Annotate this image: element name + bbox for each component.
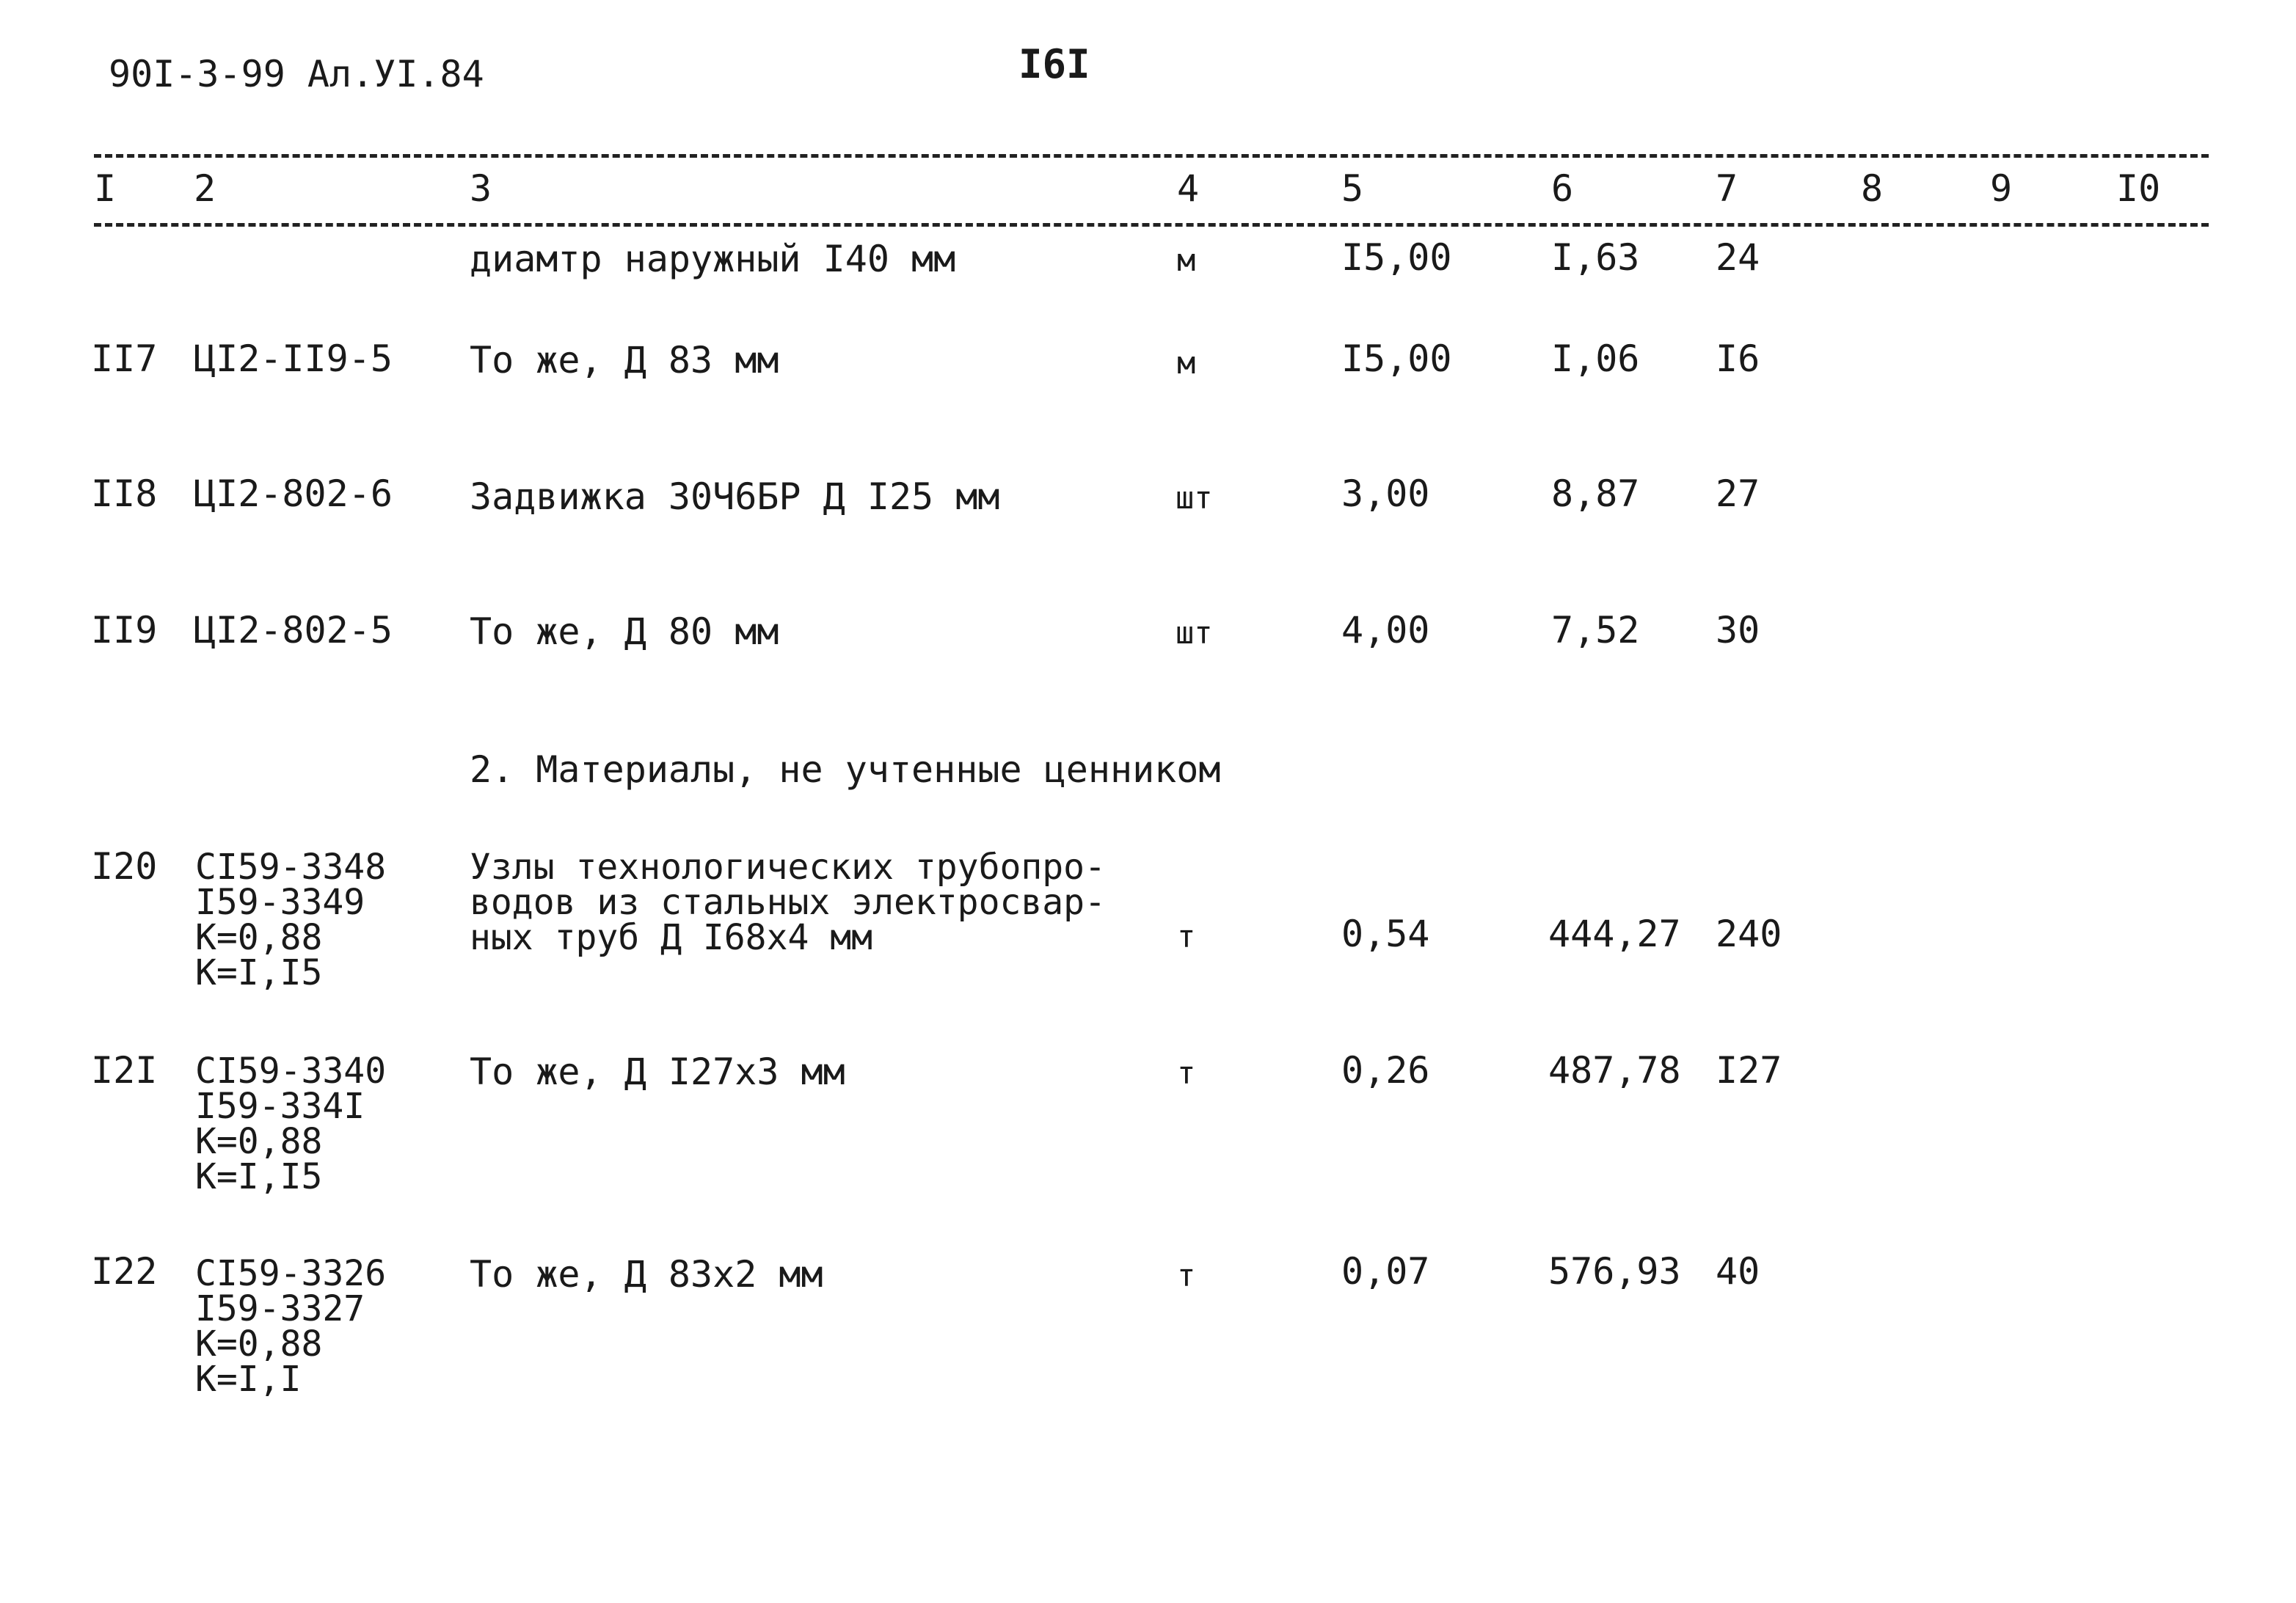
row-price: 576,93 [1548, 1250, 1681, 1293]
row-unit: т [1177, 1055, 1196, 1091]
row-total: 27 [1716, 472, 1760, 515]
row-quantity: 4,00 [1341, 609, 1430, 651]
row-code: СI59-3340 I59-334I К=0,88 К=I,I5 [195, 1051, 387, 1197]
table-top-rule [94, 154, 2209, 158]
row-quantity: I5,00 [1341, 236, 1452, 279]
row-price: 487,78 [1548, 1049, 1681, 1092]
row-code: ЦI2-II9-5 [194, 337, 393, 380]
column-header: 5 [1341, 167, 1364, 210]
column-header: 8 [1861, 167, 1884, 210]
row-description: Задвижка 30Ч6БР Д I25 мм [470, 475, 1000, 518]
row-unit: т [1177, 1257, 1196, 1293]
row-total: I27 [1716, 1049, 1782, 1092]
section-title: 2. Материалы, не учтенные ценником [470, 748, 1221, 791]
row-total: 24 [1716, 236, 1760, 279]
row-unit: шт [1176, 615, 1213, 651]
column-header: 7 [1716, 167, 1738, 210]
row-number: II9 [91, 609, 158, 651]
row-quantity: I5,00 [1341, 337, 1452, 380]
column-header: I0 [2116, 167, 2161, 210]
row-quantity: 0,54 [1341, 913, 1430, 955]
row-total: 30 [1716, 609, 1760, 651]
row-number: I20 [91, 845, 158, 888]
column-header: 3 [470, 167, 492, 210]
row-code: СI59-3348 I59-3349 К=0,88 К=I,I5 [195, 847, 387, 993]
row-price: 7,52 [1551, 609, 1640, 651]
row-unit: м [1177, 345, 1196, 381]
column-header: I [94, 167, 117, 210]
table-header-bottom-rule [94, 223, 2209, 227]
column-header: 9 [1990, 167, 2013, 210]
row-unit: т [1177, 919, 1196, 954]
row-code: ЦI2-802-5 [194, 609, 393, 651]
row-unit: шт [1176, 480, 1213, 516]
row-code: ЦI2-802-6 [194, 472, 393, 515]
row-description: Узлы технологических трубопро- водов из стальных электросвар- ных труб Д I68х4 мм [470, 847, 1106, 958]
row-description: То же, Д 80 мм [470, 610, 779, 653]
row-description: То же, Д 83х2 мм [470, 1253, 823, 1296]
row-description: диамтр наружный I40 мм [470, 238, 956, 280]
row-price: I,63 [1551, 236, 1640, 279]
column-header: 4 [1177, 167, 1200, 210]
page-number: I6I [1018, 41, 1090, 87]
row-quantity: 3,00 [1341, 472, 1430, 515]
row-price: 444,27 [1548, 913, 1681, 955]
row-total: 240 [1716, 913, 1782, 955]
row-number: II7 [91, 337, 158, 380]
row-price: 8,87 [1551, 472, 1640, 515]
column-header: 6 [1551, 167, 1574, 210]
row-number: II8 [91, 472, 158, 515]
row-unit: м [1177, 242, 1196, 278]
row-quantity: 0,26 [1341, 1049, 1430, 1092]
row-total: 40 [1716, 1250, 1760, 1293]
row-total: I6 [1716, 337, 1760, 380]
row-number: I2I [91, 1049, 158, 1092]
row-description: То же, Д I27х3 мм [470, 1051, 845, 1093]
row-number: I22 [91, 1250, 158, 1293]
column-header: 2 [194, 167, 216, 210]
row-quantity: 0,07 [1341, 1250, 1430, 1293]
row-code: СI59-3326 I59-3327 К=0,88 К=I,I [195, 1253, 387, 1400]
row-description: То же, Д 83 мм [470, 339, 779, 381]
row-price: I,06 [1551, 337, 1640, 380]
document-code: 90I-3-99 Ал.УI.84 [109, 53, 484, 95]
